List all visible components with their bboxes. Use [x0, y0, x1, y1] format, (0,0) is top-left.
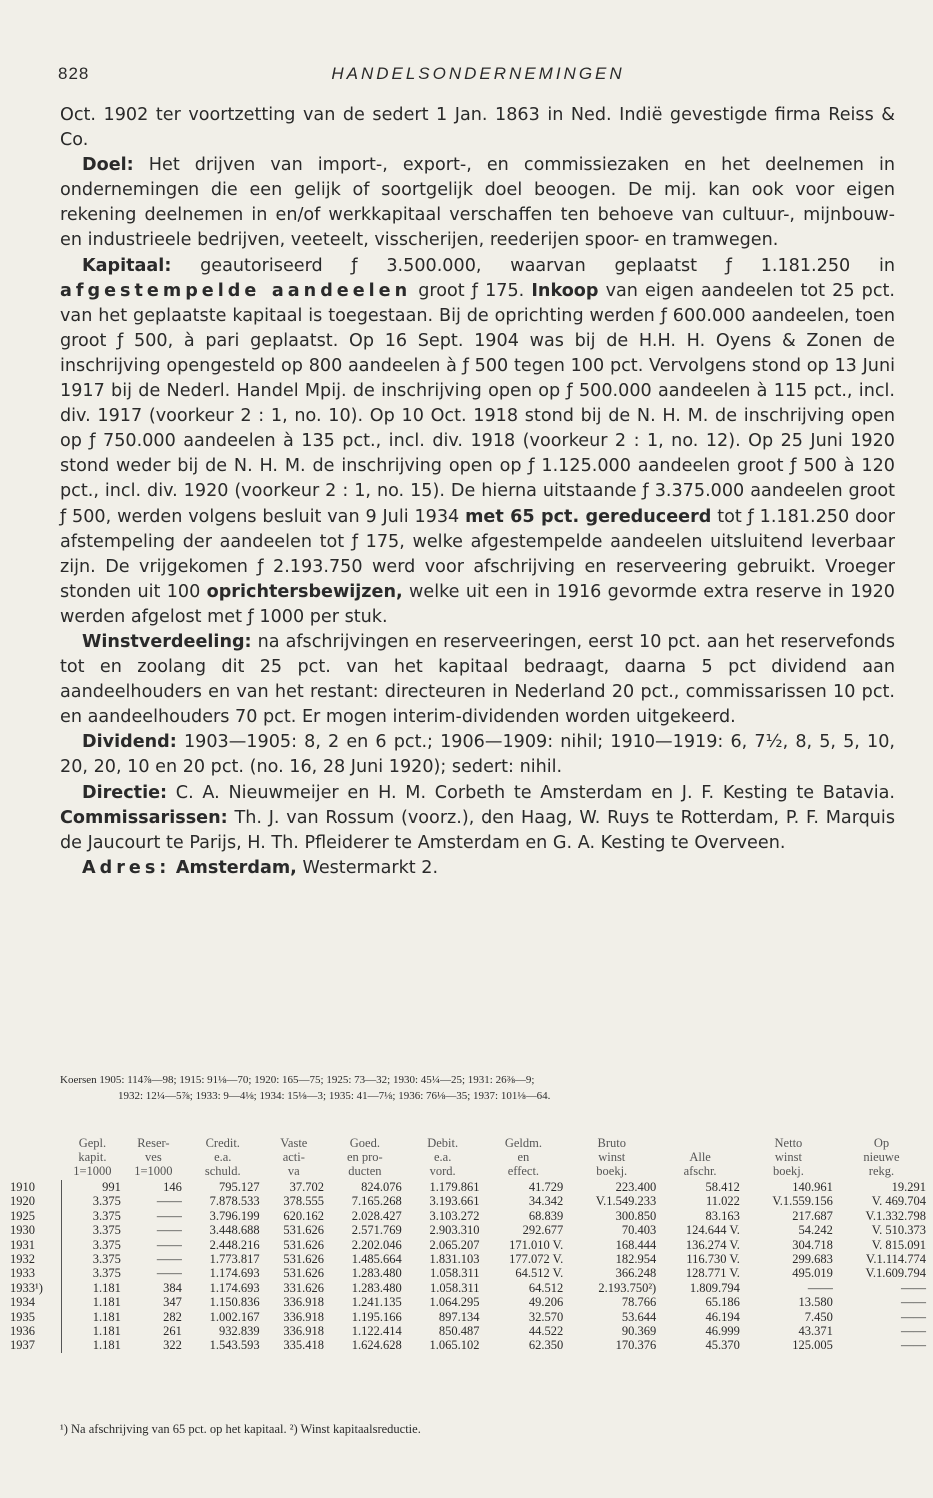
table-cell: 125.005	[792, 1338, 833, 1353]
kapitaal-text: welke uit een in 1916 gevormde extra reserve in 1920 werden afgelost met ƒ 1000 per stuk.	[60, 581, 895, 627]
table-cell: 1.543.593	[209, 1338, 260, 1353]
column-header: boekj.	[596, 1164, 628, 1178]
table-cell: 991	[102, 1180, 121, 1194]
table-cell: ——	[901, 1324, 926, 1339]
table-row	[8, 1281, 928, 1295]
table-cell: V.1.609.794	[865, 1266, 926, 1281]
column-header: en	[517, 1150, 530, 1164]
table-cell: 495.019	[792, 1266, 833, 1281]
table-cell: 1.809.794	[689, 1280, 740, 1295]
table-cell: 620.162	[283, 1208, 324, 1223]
table-cell: 3.375	[92, 1194, 121, 1209]
column-header: Gepl.	[78, 1136, 107, 1150]
table-cell: 3.375	[92, 1252, 121, 1267]
intro-paragraph: Oct. 1902 ter voortzetting van de sedert 1 Jan. 1863 in Ned. Indië gevestigde firma Reiss & Co.	[60, 105, 895, 151]
table-cell: 3.375	[92, 1237, 121, 1252]
table-cell: 3.103.272	[429, 1208, 480, 1223]
table-row	[8, 1209, 928, 1223]
table-cell: ——	[901, 1309, 926, 1324]
table-cell: 1.058.311	[430, 1280, 480, 1295]
table-row	[8, 1238, 928, 1252]
table-cell: 322	[163, 1338, 182, 1353]
dividend-paragraph	[60, 730, 895, 780]
column-header: kapit.	[78, 1150, 107, 1164]
directie-label: Directie:	[82, 782, 168, 803]
column-header: en pro-	[346, 1150, 383, 1164]
kapitaal-text: van eigen aandeelen tot 25 pct. van het geplaatste kapitaal is toegestaan. Bij de oprichting werden ƒ 600.000 aandeelen, toen groot ƒ 500, à pari geplaatst. Op 16 Sept. 1904 was bij de H.H. H. Oyens & Zonen de inschrijving opengesteld op 800 aandeelen à ƒ 500 tegen 100 pct. Vervolgens stond op 13 Juni 1917 bij de Nederl. Handel Mpij. de inschrijving open op ƒ 500.000 aandeelen à 115 pct., incl. div. 1917 (voorkeur 2 : 1, no. 10). Op 10 Oct. 1918 stond bij de N. H. M. de inschrijving open op ƒ 750.000 aandeelen à 135 pct., incl. div. 1918 (voorkeur 2 : 1, no. 12). Op 25 Juni 1920 stond weder bij de N. H. M. de inschrijving open op ƒ 1.125.000 aandeelen groot ƒ 500 à 120 pct., incl. div. 1920 (voorkeur 2 : 1, no. 15). De hierna uitstaande ƒ 3.375.000 aandeelen groot ƒ 500, werden volgens besluit van 9 Juli 1934	[60, 280, 895, 527]
table-cell: ——	[901, 1338, 926, 1353]
table-cell: 282	[163, 1309, 182, 1324]
gereduceerd-label: met 65 pct. gereduceerd	[465, 506, 712, 527]
table-cell: ——	[901, 1280, 926, 1295]
commissarissen-label: Commissarissen:	[60, 807, 228, 828]
column-header	[8, 1150, 62, 1164]
table-cell: 62.350	[528, 1338, 564, 1353]
table-cell: 384	[163, 1280, 182, 1295]
dividend-text: 1903—1905: 8, 2 en 6 pct.; 1906—1909: nihil; 1910—1919: 6, 7½, 8, 5, 5, 10, 20, 20, 10 en 20 pct. (no. 16, 28 Juni 1920); sedert: nihil.	[60, 732, 895, 778]
table-cell: 1.831.103	[429, 1252, 480, 1267]
column-header: 1=1000	[134, 1164, 173, 1178]
table-cell: 70.403	[621, 1223, 657, 1238]
adres-city: Amsterdam,	[175, 857, 297, 878]
table-row	[8, 1338, 928, 1352]
column-header: Bruto	[597, 1136, 626, 1150]
column-header: Op	[873, 1136, 890, 1150]
oprichters-label: oprichtersbewijzen,	[206, 581, 403, 602]
table-cell: 336.918	[283, 1324, 324, 1339]
column-header: ducten	[348, 1164, 382, 1178]
running-title: HANDELSONDERNEMINGEN	[331, 64, 625, 83]
table-cell: ——	[156, 1208, 182, 1223]
year-cell: 1925	[8, 1209, 62, 1223]
table-cell: 531.626	[283, 1223, 324, 1238]
table-cell: 300.850	[615, 1208, 657, 1223]
directie-paragraph	[60, 781, 895, 856]
table-cell: 1.179.861	[429, 1180, 480, 1194]
table-header-row	[8, 1136, 928, 1150]
table-cell: 850.487	[438, 1324, 480, 1339]
table-cell: 1.122.414	[351, 1324, 402, 1339]
table-cell: 1.485.664	[351, 1252, 402, 1267]
table-cell: 68.839	[528, 1208, 564, 1223]
column-header: winst	[598, 1150, 626, 1164]
table-row	[8, 1295, 928, 1309]
table-cell: 1.181	[92, 1280, 121, 1295]
directie-text: C. A. Nieuwmeijer en H. M. Corbeth te Amsterdam en J. F. Kesting te Batavia.	[167, 782, 895, 803]
table-cell: 1.283.480	[351, 1266, 402, 1281]
body-text	[60, 103, 895, 881]
table-cell: 90.369	[621, 1324, 657, 1339]
column-header: winst	[774, 1150, 802, 1164]
table-row	[8, 1194, 928, 1208]
table-row	[8, 1252, 928, 1266]
table-cell: ——	[901, 1295, 926, 1310]
column-header: Reser-	[137, 1136, 170, 1150]
table-cell: 140.961	[792, 1180, 833, 1194]
column-header: Credit.	[205, 1136, 240, 1150]
table-cell: 336.918	[283, 1295, 324, 1310]
table-cell: 168.444	[615, 1237, 657, 1252]
table-cell: 1.065.102	[429, 1338, 480, 1353]
table-cell: 49.206	[528, 1295, 564, 1310]
year-cell: 1935	[8, 1310, 62, 1324]
footnote: ¹) Na afschrijving van 65 pct. op het kapitaal. ²) Winst kapitaalsreductie.	[60, 1422, 421, 1436]
table-cell: 170.376	[615, 1338, 657, 1353]
year-cell: 1930	[8, 1223, 62, 1237]
table-cell: 83.163	[705, 1208, 740, 1223]
column-header	[8, 1136, 62, 1150]
table-cell: 347	[163, 1295, 182, 1310]
running-header	[58, 64, 898, 88]
table-cell: 932.839	[219, 1324, 260, 1339]
table-cell: 7.450	[804, 1309, 833, 1324]
table-cell: 1.181	[92, 1324, 121, 1339]
table-cell: 171.010 V.	[509, 1237, 564, 1252]
year-cell: 1937	[8, 1338, 62, 1352]
financial-table	[8, 1136, 928, 1353]
table-cell: 54.242	[798, 1223, 833, 1238]
kapitaal-label: Kapitaal:	[82, 255, 172, 276]
table-cell: 1.174.693	[209, 1280, 260, 1295]
column-header: nieuwe	[863, 1150, 900, 1164]
year-cell: 1931	[8, 1238, 62, 1252]
table-cell: V. 815.091	[871, 1237, 926, 1252]
winst-paragraph	[60, 630, 895, 730]
kapitaal-text: geautoriseerd ƒ 3.500.000, waarvan geplaatst ƒ 1.181.250 in	[171, 255, 895, 276]
year-cell: 1936	[8, 1324, 62, 1338]
column-header: 1=1000	[73, 1164, 112, 1178]
year-cell: 1932	[8, 1252, 62, 1266]
table-cell: 58.412	[705, 1180, 740, 1194]
table-cell: 299.683	[792, 1252, 833, 1267]
table-cell: V. 469.704	[871, 1194, 926, 1209]
column-header: afschr.	[683, 1164, 717, 1178]
koersen-line: Koersen 1905: 114⅞—98; 1915: 91⅛—70; 1920: 165—75; 1925: 73—32; 1930: 45¼—25; 1931: 26⅜—9;	[60, 1074, 535, 1086]
kapitaal-text: groot ƒ 175.	[411, 280, 532, 301]
year-cell: 1920	[8, 1194, 62, 1208]
table-cell: 19.291	[891, 1180, 926, 1194]
table-cell: 378.555	[283, 1194, 324, 1209]
column-header: effect.	[507, 1164, 540, 1178]
table-row	[8, 1180, 928, 1194]
table-cell: 336.918	[283, 1309, 324, 1324]
column-header: Alle	[689, 1150, 711, 1164]
table-cell: 1.174.693	[209, 1266, 260, 1281]
table-cell: 3.375	[92, 1208, 121, 1223]
inkoop-label: Inkoop	[531, 280, 599, 301]
table-cell: 3.193.661	[429, 1194, 480, 1209]
table-cell: ——	[156, 1266, 182, 1281]
table-cell: 217.687	[792, 1208, 833, 1223]
column-header	[658, 1136, 742, 1150]
table-cell: 3.375	[92, 1266, 121, 1281]
table-cell: 37.702	[289, 1180, 324, 1194]
column-header: boekj.	[772, 1164, 804, 1178]
table-cell: ——	[807, 1280, 833, 1295]
table-cell: 46.999	[705, 1324, 740, 1339]
table-cell: 2.065.207	[429, 1237, 480, 1252]
table-cell: 1.058.311	[430, 1266, 480, 1281]
table-cell: 223.400	[615, 1180, 657, 1194]
table-row	[8, 1310, 928, 1324]
column-header: va	[287, 1164, 300, 1178]
table-cell: 43.371	[798, 1324, 833, 1339]
table-cell: ——	[156, 1223, 182, 1238]
table-cell: 45.370	[705, 1338, 740, 1353]
table-cell: V.1.114.774	[865, 1252, 926, 1267]
table-cell: 2.202.046	[351, 1237, 402, 1252]
table-cell: V.1.332.798	[865, 1208, 926, 1223]
year-cell: 1933	[8, 1266, 62, 1280]
column-header: schuld.	[204, 1164, 241, 1178]
table-cell: 116.730 V.	[686, 1252, 740, 1267]
table-row	[8, 1223, 928, 1237]
table-cell: V.1.559.156	[772, 1194, 833, 1209]
dividend-label: Dividend:	[82, 732, 177, 753]
table-cell: 177.072 V.	[509, 1252, 564, 1267]
table-cell: 65.186	[705, 1295, 740, 1310]
table-cell: 2.193.750²)	[598, 1280, 657, 1295]
table-cell: 1.283.480	[351, 1280, 402, 1295]
commissarissen-text: Th. J. van Rossum (voorz.), den Haag, W. Ruys te Rotterdam, P. F. Marquis de Jaucourt te Parijs, H. Th. Pfleiderer te Amsterdam en G. A. Kesting te Overveen.	[60, 807, 895, 853]
year-cell: 1934	[8, 1295, 62, 1309]
table-cell: 128.771 V.	[685, 1266, 740, 1281]
table-cell: 1.624.628	[351, 1338, 402, 1353]
table-cell: 13.580	[798, 1295, 833, 1310]
table-cell: 7.878.533	[209, 1194, 260, 1209]
table-cell: V. 510.373	[871, 1223, 926, 1238]
kapitaal-paragraph	[60, 254, 895, 630]
adres-text: Westermarkt 2.	[296, 857, 439, 878]
table-cell: 78.766	[621, 1295, 657, 1310]
table-cell: 3.375	[92, 1223, 121, 1238]
table-cell: 64.512	[528, 1280, 564, 1295]
table-cell: 32.570	[528, 1309, 564, 1324]
table-cell: 53.644	[621, 1309, 657, 1324]
column-header: Goed.	[349, 1136, 380, 1150]
table-cell: 897.134	[438, 1309, 480, 1324]
page-number: 828	[58, 64, 90, 83]
year-cell: 1910	[8, 1180, 62, 1194]
column-header: vord.	[429, 1164, 456, 1178]
column-header: Geldm.	[504, 1136, 542, 1150]
koersen-block	[60, 1072, 900, 1104]
table-cell: 44.522	[528, 1324, 564, 1339]
table-cell: 11.022	[706, 1194, 740, 1209]
table-cell: 335.418	[283, 1338, 324, 1353]
column-header: acti-	[282, 1150, 305, 1164]
doel-label: Doel:	[82, 155, 134, 176]
table-cell: 531.626	[283, 1237, 324, 1252]
table-cell: 2.571.769	[351, 1223, 402, 1238]
table-row	[8, 1266, 928, 1280]
table-cell: 3.796.199	[209, 1208, 260, 1223]
table-cell: 1.181	[92, 1295, 121, 1310]
table-cell: 2.028.427	[351, 1208, 402, 1223]
table-header-row	[8, 1164, 928, 1180]
table-cell: 124.644 V.	[685, 1223, 740, 1238]
afgestempelde-aandeelen: afgestempelde aandeelen	[60, 280, 412, 301]
table-cell: 824.076	[361, 1180, 402, 1194]
table-cell: 531.626	[283, 1266, 324, 1281]
table-cell: 1.150.836	[209, 1295, 260, 1310]
table-row	[8, 1324, 928, 1338]
adres-label: Adres:	[82, 857, 171, 878]
column-header: Debit.	[427, 1136, 459, 1150]
table-cell: 46.194	[705, 1309, 740, 1324]
winst-label: Winstverdeeling:	[82, 631, 252, 652]
table-header-row	[8, 1150, 928, 1164]
table-cell: 304.718	[792, 1237, 833, 1252]
column-header: ves	[145, 1150, 162, 1164]
doel-paragraph	[60, 153, 895, 253]
adres-paragraph	[60, 856, 895, 881]
table-cell: 1.181	[92, 1338, 121, 1353]
table-cell: ——	[156, 1237, 182, 1252]
koersen-line: 1932: 12¼—5⅞; 1933: 9—4⅛; 1934: 15⅛—3; 1935: 41—7⅛; 1936: 76⅛—35; 1937: 101⅛—64.	[118, 1090, 551, 1102]
table-cell: 64.512 V.	[515, 1266, 564, 1281]
table-cell: 136.274 V.	[685, 1237, 740, 1252]
table-cell: 3.448.688	[209, 1223, 260, 1238]
table-cell: ——	[156, 1252, 182, 1267]
column-header: rekg.	[868, 1164, 895, 1178]
column-header	[8, 1164, 62, 1180]
table-cell: 2.903.310	[429, 1223, 480, 1238]
doel-text: Het drijven van import-, export-, en commissiezaken en het deelnemen in ondernemingen die een gelijk of soortgelijk doel beoogen. De mij. kan ook voor eigen rekening deelnemen in en/of werkkapitaal verschaffen ten behoeve van cultuur-, mijnbouw- en industrieele bedrijven, veeteelt, visscherijen, reederijen spoor- en tramwegen.	[60, 155, 895, 251]
table-cell: 7.165.268	[351, 1194, 402, 1209]
table-cell: 1.002.167	[209, 1309, 260, 1324]
table-cell: 1.195.166	[351, 1309, 402, 1324]
table-cell: 795.127	[219, 1180, 260, 1194]
column-header: Vaste	[280, 1136, 308, 1150]
table-cell: 366.248	[615, 1266, 657, 1281]
table-cell: 331.626	[283, 1280, 324, 1295]
column-header: e.a.	[433, 1150, 452, 1164]
table-cell: 1.773.817	[209, 1252, 260, 1267]
year-cell: 1933¹)	[8, 1281, 62, 1295]
table-cell: V.1.549.233	[595, 1194, 657, 1209]
winst-text: na afschrijvingen en reserveeringen, eerst 10 pct. aan het reservefonds tot en zoolang dit 25 pct. van het kapitaal bedraagt, daarna 5 pct dividend aan aandeelhouders en van het restant: directeuren in Nederland 20 pct., commissarissen 10 pct. en aandeelhouders 70 pct. Er mogen interim-dividenden worden uitgekeerd.	[60, 631, 895, 728]
kapitaal-text: tot ƒ 1.181.250 door afstempeling der aandeelen tot ƒ 175, welke afgestempelde aandeelen uitsluitend leverbaar zijn. De vrijgekomen ƒ 2.193.750 werd voor afschrijving en reserveering gebruikt. Vroeger stonden uit 100	[60, 506, 895, 602]
column-header: e.a.	[214, 1150, 232, 1164]
table-cell: 261	[163, 1324, 182, 1339]
table-cell: 1.064.295	[429, 1295, 480, 1310]
table-cell: 531.626	[283, 1252, 324, 1267]
table-cell: 1.241.135	[351, 1295, 402, 1310]
table-cell: 41.729	[528, 1180, 564, 1194]
table-cell: ——	[156, 1194, 182, 1209]
table-cell: 2.448.216	[209, 1237, 260, 1252]
table-cell: 182.954	[615, 1252, 657, 1267]
table-cell: 34.342	[528, 1194, 564, 1209]
table-cell: 146	[163, 1180, 182, 1194]
table-cell: 1.181	[92, 1309, 121, 1324]
column-header: Netto	[774, 1136, 803, 1150]
table-cell: 292.677	[522, 1223, 564, 1238]
